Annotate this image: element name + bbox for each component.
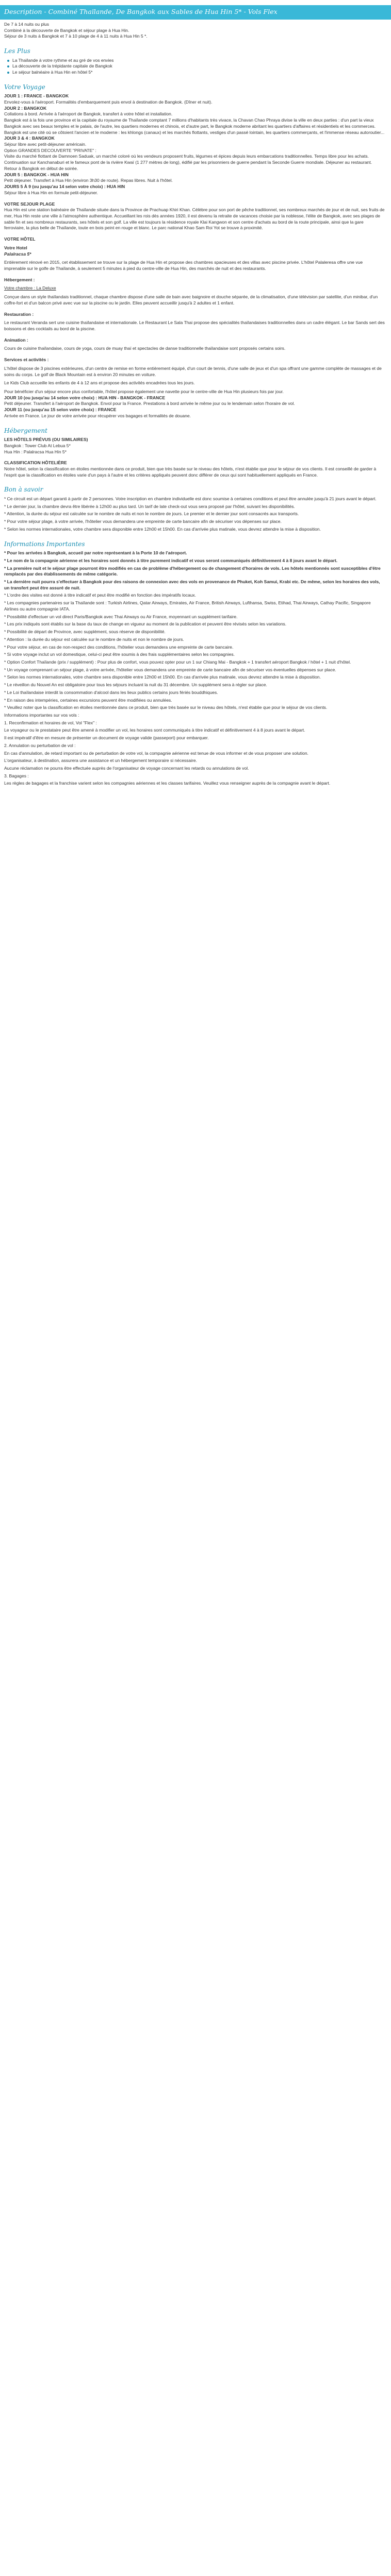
- info-paragraph: * Pour les arrivées à Bangkok, accueil par notre représentant à la Porte 10 de l'aéroport.: [4, 550, 187, 556]
- info-paragraph: * En raison des intempéries, certaines excursions peuvent être modifiées ou annulées.: [4, 697, 172, 703]
- day-title: JOURS 5 À 9 (ou jusqu'au 14 selon votre choix) : HUA HIN: [4, 184, 125, 190]
- info-paragraph: L'organisateur, à destination, assurera une assistance et un hébergement temporaire si nécessaire.: [4, 758, 197, 764]
- return-day-text: Arrivée en France. Le jour de votre arrivée pour récupérer vos bagages et formalités de douane.: [4, 413, 191, 418]
- animation-text: Cours de cuisine thaïlandaise, cours de yoga, cours de muay thaï et spectacles de danse traditionnelle thaïlandaise sont proposés certains soirs.: [4, 346, 286, 351]
- day-text: Envolez-vous à l'aéroport. Formalités d'embarquement puis envol à destination de Bangkok. (Dîner et nuit).: [4, 99, 213, 105]
- day-title: JOUR 5 : BANGKOK - HUA HIN: [4, 172, 69, 177]
- info-paragraph: Informations importantes sur vos vols :: [4, 712, 79, 718]
- info-paragraph: * Les prix indiqués sont établis sur la base du taux de change en vigueur au moment de la publication et peuvent être révisés selon les variations.: [4, 621, 287, 627]
- info-paragraph: * Veuillez noter que la classification en étoiles mentionnée dans ce produit, bien que très basée sur le niveau des hôtels, n'est établie que pour le séjour de vos clients.: [4, 705, 328, 710]
- plus-item: La découverte de la trépidante capitale de Bangkok: [7, 63, 385, 70]
- hotel-desc: Entièrement rénové en 2015, cet établissement se trouve sur la plage de Hua Hin et propose des chambres spacieuses et des villas avec piscine privée. L'hôtel Palaleresa offre une vue imprenable sur le golfe de Thaïlande, à seulement 5 minutes à pied du centre-ville de Hua Hin, des marchés de nuit et des restaurants.: [4, 260, 363, 271]
- info-paragraph: Aucune réclamation ne pourra être effectuée auprès de l'organisateur de voyage concernant les retards ou annulations de vol.: [4, 766, 249, 771]
- infos-list: [4, 550, 385, 787]
- bon-paragraph: * Ce circuit est un départ garanti à partir de 2 personnes. Votre inscription en chambre individuelle est donc soumise à certaines conditions et peut être annulée jusqu'à 21 jours avant le départ.: [4, 496, 377, 502]
- hotel-section-text: Hua Hin est une station balnéaire de Thaïlande située dans la Province de Prachuap Khiri Khan. Célèbre pour son port de pêche traditionnel, ses nombreux marchés de jour et de nuit, ses fruits de mer, Hua Hin reste une ville à l'atmosphère authentique. Accueillant les rois dès années 1920, il est devenu la retraite de vacances choisie par la noblesse, l'élite de Bangkok, avec ses plages de sable fin et ses nombreux restaurants, ses hôtels et son golf. La ville est toujours la résidence royale Klai Kangwon et son centre d'achats au bord de la route principale, ainsi que la gare ferroviaire, la plus belle de Thaïlande, toute en bois peint en rouge et blanc. Le parc national Khao Sam Roi Yot se trouve à proximité.: [4, 207, 385, 231]
- info-paragraph: * Possibilité d'effectuer un vol direct Paris/Bangkok avec Thai Airways ou Air France, moyennant un supplément tarifaire.: [4, 614, 238, 619]
- day-title: JOUR 3 & 4 : BANGKOK: [4, 135, 55, 141]
- animation-label: Animation :: [4, 337, 28, 343]
- plus-item: La Thaïlande à votre rythme et au gré de vos envies: [7, 58, 385, 64]
- itinerary: [4, 93, 385, 196]
- bon-paragraph: * Pour votre séjour plage, à votre arrivée, l'hôtelier vous demandera une empreinte de carte bancaire afin de sécuriser vos dépenses sur place.: [4, 519, 282, 524]
- hebergement-hotels-sub: LES HÔTELS PRÉVUS (OU SIMILAIRES): [4, 437, 88, 443]
- plus-list: [7, 58, 385, 76]
- return-day-title: JOUR 10 (ou jusqu'au 14 selon votre choix) : HUA HIN - BANGKOK - FRANCE: [4, 395, 165, 400]
- restauration-label: Restauration :: [4, 311, 34, 317]
- services-text: L'hôtel dispose de 3 piscines extérieures, d'un centre de remise en forme entièrement équipé, d'un court de tennis, d'une salle de jeux et d'un spa offrant une gamme complète de massages et de soins du corps. Le golf de Black Mountain est à environ 20 minutes en voiture.: [4, 365, 382, 377]
- intro-line: De 7 à 14 nuits ou plus: [4, 21, 49, 27]
- restauration-text: Le restaurant Veranda sert une cuisine thaïlandaise et internationale. Le Restaurant Le Sala Thai propose des spécialités thaïlandaises traditionnelles dans un cadre élégant. Le bar Sands sert des boissons et des cocktails au bord de la piscine.: [4, 320, 385, 331]
- info-paragraph: * Le réveillon du Nouvel An est obligatoire pour tous les séjours incluant la nuit du 31 décembre. Un supplément sera à régler sur place.: [4, 682, 267, 688]
- return-day-text: Petit déjeuner. Transfert à l'aéroport de Bangkok. Envol pour la France. Prestations à bord arrivée le même jour ou le lendemain selon l'horaire de vol.: [4, 401, 295, 406]
- info-paragraph: * Attention : la durée du séjour est calculée sur le nombre de nuits et non le nombre de jours.: [4, 636, 184, 642]
- bon-paragraph: * Selon les normes internationales, votre chambre sera disponible entre 12h00 et 15h00. En cas d'arrivée plus matinale, vous devrez attendre la mise à disposition.: [4, 526, 321, 532]
- bon-paragraph: * Attention, la durée du séjour est calculée sur le nombre de nuits et non le nombre de jours. Le premier et le dernier jour sont consacrés aux transports.: [4, 511, 299, 517]
- info-paragraph: 2. Annulation ou perturbation de vol :: [4, 742, 76, 748]
- day-text: Petit déjeuner. Transfert à Hua Hin (environ 3h30 de route). Repas libres. Nuit à l'hôtel.: [4, 178, 173, 183]
- info-paragraph: 1. Reconfirmation et horaires de vol, Vol "Flex" :: [4, 720, 97, 725]
- hotel-sub: Palalracsa 5*: [4, 251, 31, 257]
- bon-heading: Bon à savoir: [4, 486, 43, 494]
- plus-heading: Les Plus: [4, 47, 30, 55]
- info-paragraph: * La dernière nuit pourra s'effectuer à Bangkok pour des raisons de connexion avec des vols en provenance de Phuket, Koh Samui, Krabi etc. De même, selon les horaires des vols, un transfert peut être assuré de nuit.: [4, 579, 380, 590]
- info-paragraph: Les règles de bagages et la franchise varient selon les compagnies aériennes et les classes tarifaires. Veuillez vous renseigner auprès de la compagnie avant le départ.: [4, 781, 331, 786]
- day-title: JOUR 1 : FRANCE - BANGKOK: [4, 93, 69, 99]
- page-title: Description - Combiné Thaïlande, De Bangkok aux Sables de Hua Hin 5* - Vols Flex: [4, 8, 278, 15]
- info-paragraph: * L'ordre des visites est donné à titre indicatif et peut être modifié en fonction des impératifs locaux.: [4, 592, 197, 598]
- intro-block: [4, 22, 385, 40]
- info-paragraph: En cas d'annulation, de retard important ou de perturbation de votre vol, la compagnie aérienne est tenue de vous informer et de vous proposer une solution.: [4, 750, 308, 756]
- day-text: Collations à bord. Arrivée à l'aéroport de Bangkok, transfert à votre hôtel et installation. Bangkok est à la fois une province et la capitale du royaume de Thaïlande comptant 7 millions d'habitants très vivace, la Chavan Chao Phraya divise la ville en deux parties : d'un part la vieux Bangkok avec ses beaux temples et le palais, de l'autre, les quartiers modernes et chinois, et d'autre part, le Bangkok moderne abritant les quartiers d'affaires et résidentiels et les commerces. Bangkok est une cité où se côtoient l'ancien et le moderne : les khlongs (canaux) et les marchés flottants, vestiges d'un passé lointain, les quartiers commerçants, et l'immense réseau autoroutier...: [4, 111, 385, 135]
- hebergement-heading: Hébergement: [4, 427, 47, 434]
- services-label: Services et activités :: [4, 357, 49, 363]
- info-paragraph: * Un voyage comprenant un séjour plage, à votre arrivée, l'hôtelier vous demandera une empreinte de carte bancaire afin de sécuriser vos éventuelles dépenses sur place.: [4, 667, 336, 672]
- title-banner: [0, 5, 391, 20]
- day-title: JOUR 2 : BANGKOK: [4, 105, 47, 111]
- hebergement-hotel-line: Bangkok : Tower Club At Lebua 5*: [4, 443, 71, 448]
- day-text: Séjour libre à Hua Hin en formule petit-déjeuner.: [4, 190, 98, 195]
- infos-heading: Informations Importantes: [4, 540, 85, 548]
- info-paragraph: Le voyageur ou le prestataire peut être amené à modifier un vol, les horaires sont communiqués à titre indicatif et définitivement 4 à 8 jours avant le départ.: [4, 727, 305, 733]
- info-paragraph: * Les compagnies partenaires sur la Thaïlande sont : Turkish Airlines, Qatar Airways, Emirates, Air France, British Airways, Lufthansa, Swiss, Etihad, Thai Airways, Cathay Pacific, Singapore Airlines ou autre compagnie IATA.: [4, 600, 371, 612]
- plus-item: Le séjour balnéaire à Hua Hin en hôtel 5*: [7, 70, 385, 76]
- hebergement-sub: Votre chambre : La Deluxe: [4, 285, 56, 291]
- info-paragraph: * Le Loi thaïlandaise interdit la consommation d'alcool dans les lieux publics certains jours fériés bouddhiques.: [4, 689, 218, 695]
- bon-list: [4, 496, 385, 533]
- info-paragraph: 3. Bagages :: [4, 773, 29, 778]
- return-days: [4, 395, 385, 419]
- voyage-heading: Votre Voyage: [4, 83, 45, 91]
- info-paragraph: * Selon les normes internationales, votre chambre sera disponible entre 12h00 et 15h00. En cas d'arrivée plus matinale, vous devrez attendre la mise à disposition.: [4, 674, 321, 680]
- return-day-title: JOUR 11 (ou jusqu'au 15 selon votre choix) : FRANCE: [4, 407, 117, 413]
- day-text: Séjour libre avec petit-déjeuner américain. Option GRANDES DECOUVERTE "PRIVATE" : Visite du marché flottant de Damnoen Saduak, un marché coloré où les vendeurs proposent fruits, légumes et épices depuis leurs embarcations traditionnelles. Temps libre pour les achats. Continuation sur Kanchanaburi et le fameux pont de la rivière Kwaï (1 277 mètres de long), édifié par les prisonniers de guerre pendant la Seconde Guerre mondiale. Déjeuner au restaurant. Retour à Bangkok en début de soirée.: [4, 142, 372, 171]
- info-paragraph: * Si votre voyage inclut un vol domestique, celui-ci peut être soumis à des frais supplémentaires selon les compagnies.: [4, 652, 235, 657]
- info-paragraph: * Option Confort Thaïlande (prix / supplément) : Pour plus de confort, vous pouvez opter pour un 1 sur Chiang Mai - Bangkok + 1 transfert aéroport Bangkok / hôtel + 1 nuit d'hôtel.: [4, 659, 351, 665]
- hebergement-label: Hébergement :: [4, 277, 35, 282]
- hotel-section-title: VOTRE SEJOUR PLAGE: [4, 201, 55, 207]
- bon-paragraph: * Le dernier jour, la chambre devra être libérée à 12h00 au plus tard. Un tarif de late check-out vous sera proposé par l'hôtel, suivant les disponibilités.: [4, 503, 295, 509]
- info-paragraph: Il est impératif d'être en mesure de présenter un document de voyage valide (passeport) pour embarquer.: [4, 735, 209, 741]
- hebergement-text: Conçue dans un style thaïlandais traditionnel, chaque chambre dispose d'une salle de bain avec baignoire et douche séparée, de la climatisation, d'une télévision par satellite, d'un minibar, d'un coffre-fort et d'un balcon privé avec vue sur la piscine ou le jardin. Elles peuvent accueillir jusqu'à 2 adultes et 1 enfant.: [4, 294, 378, 306]
- extra-paragraph: Le Kids Club accueille les enfants de 4 à 12 ans et propose des activités encadrées tous les jours.: [4, 380, 195, 386]
- votre-hotel-label: VOTRE HÔTEL: [4, 236, 36, 242]
- hebergement-hotel-line: Hua Hin : Palalracsa Hua Hin 5*: [4, 449, 67, 454]
- info-paragraph: * Possibilité de départ de Province, avec supplément, sous réserve de disponibilité.: [4, 629, 166, 635]
- intro-line: Combiné à la découverte de Bangkok et séjour plage à Hua Hin.: [4, 27, 129, 33]
- extra-paragraph: Pour bénéficier d'un séjour encore plus confortable, l'hôtel propose également une navette pour le centre-ville de Hua Hin plusieurs fois par jour.: [4, 389, 284, 395]
- info-paragraph: * La première nuit et le séjour plage pourront être modifiés en cas de problème d'hébergement ou de changement d'horaires de vols. Les hôtels mentionnés sont susceptibles d'être remplacés par des établissements de même catégorie.: [4, 565, 381, 577]
- main-content: [0, 20, 391, 809]
- classification-title: CLASSIFICATION HÔTELIÈRE: [4, 460, 67, 466]
- classification-text: Notre hôtel, selon la classification en étoiles mentionnée dans ce produit, bien que très basée sur le niveau des hôtels, n'est établie que pour le séjour de vos clients. Il est conseillé de garder à l'esprit que la classification en étoiles varie d'un pays à l'autre et les critères appliqués peuvent donc différer de ceux qui sont habituellement appliqués en France.: [4, 466, 377, 478]
- info-paragraph: * Le nom de la compagnie aérienne et les horaires sont donnés à titre purement indicatif et vous seront communiqués définitivement 4 à 8 jours avant le départ.: [4, 557, 338, 563]
- hotel-name: Votre Hotel: [4, 245, 27, 250]
- info-paragraph: * Pour votre séjour, en cas de non-respect des conditions, l'hôtelier vous demandera une empreinte de carte bancaire.: [4, 644, 234, 650]
- intro-line: Séjour de 3 nuits à Bangkok et 7 à 10 plage de 4 à 11 nuits à Hua Hin 5 *.: [4, 33, 148, 39]
